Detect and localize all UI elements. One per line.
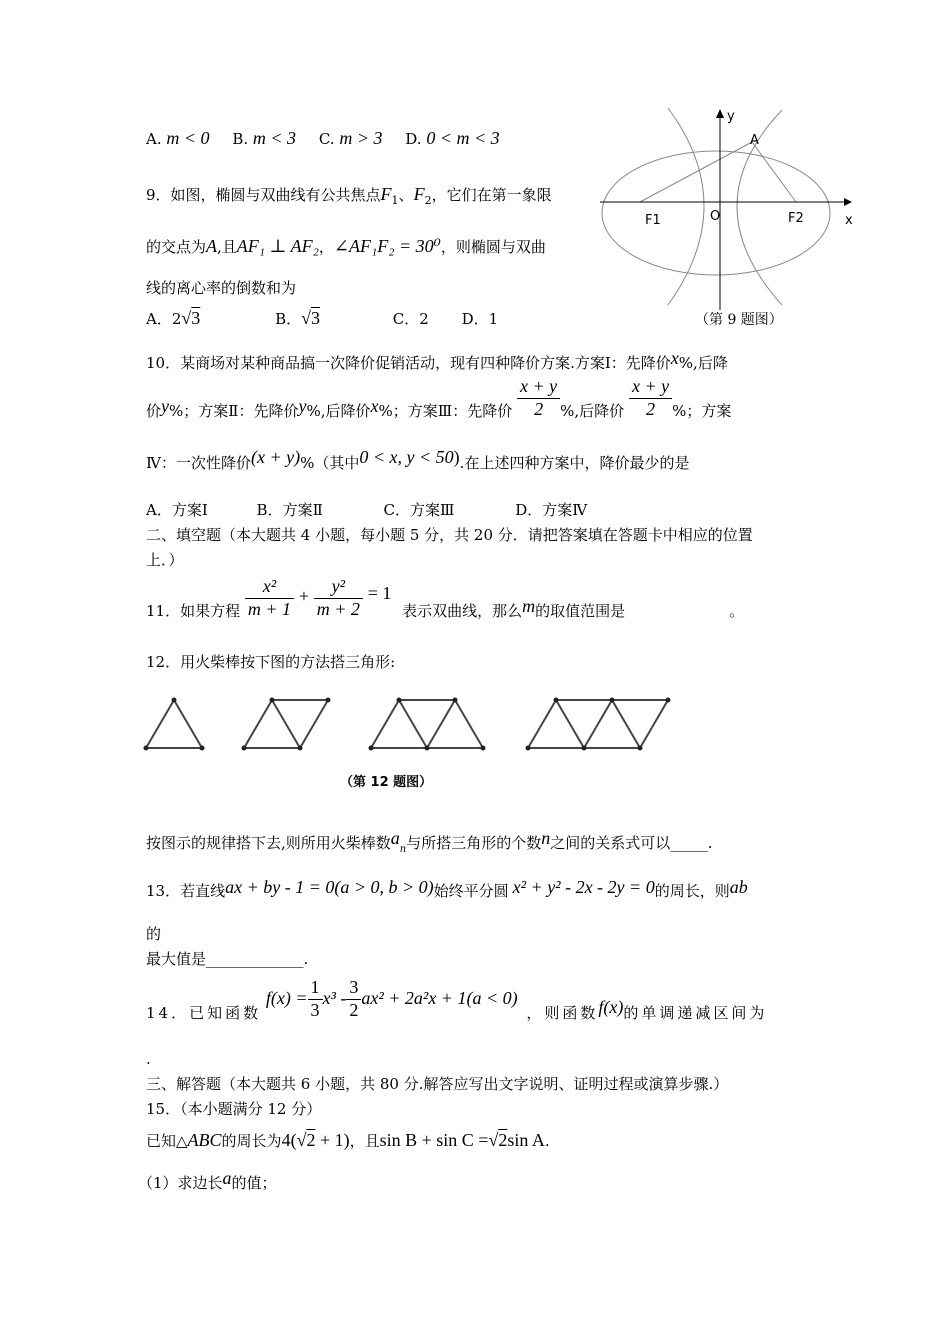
q14-suffix: ，则函数	[526, 1004, 599, 1022]
q12-line1: 12．用火柴棒按下图的方法搭三角形:	[146, 653, 396, 671]
q9-point: A	[206, 236, 218, 256]
q15-part1-text-b: 的值；	[231, 1174, 277, 1192]
q12-figure	[136, 690, 686, 762]
q15-prefix: 已知△	[146, 1132, 188, 1150]
q9-f1: F	[380, 184, 392, 204]
fig-label-x: x	[845, 213, 853, 228]
q9-line2	[146, 236, 546, 258]
q14-fraction-1-3: $\frac{1}{3}$	[308, 977, 323, 1021]
q10-y-2: y	[298, 396, 307, 417]
q15-part1	[138, 1168, 277, 1194]
q15-a: a	[222, 1168, 232, 1188]
q9-comma: ，	[318, 238, 334, 256]
q8-option-a-math: m < 0	[166, 128, 210, 148]
q10-text-2d: %；方案Ⅲ：先降价	[378, 402, 513, 421]
q15-end: .	[544, 1132, 550, 1150]
q11-line	[146, 576, 744, 620]
q9-text-2b: ,且	[217, 238, 237, 256]
q12-text-c: 之间的关系式可以	[550, 834, 671, 852]
q9-f2: F	[413, 184, 425, 204]
q9-line3: 线的离心率的倒数和为	[146, 279, 297, 297]
q10-text-2f: %；方案	[672, 402, 732, 421]
q9-sep: 、	[398, 186, 414, 204]
q10-math-xy: (x + y)	[251, 447, 301, 467]
q10-text-2a: 价	[146, 402, 162, 421]
q12-line2	[146, 828, 713, 856]
q10-text-3b: %（其中	[300, 454, 360, 472]
q9-option-a-root: √3	[181, 308, 201, 328]
q13-prefix: 13．若直线	[146, 882, 226, 900]
q13-line3: 最大值是_____________.	[146, 950, 309, 968]
y-axis-arrow-icon	[716, 109, 724, 118]
q13-suffix: 的周长，则	[654, 882, 730, 900]
q14-x3: x³ -	[322, 988, 347, 1009]
q10-fraction-2: $\frac{x + y}{2}$	[629, 376, 672, 420]
q13-circle-equation: x² + y² - 2x - 2y = 0	[512, 877, 655, 897]
q9-option-a: A．2	[146, 310, 182, 328]
q10-condition: 0 < x, y < 50	[359, 447, 454, 467]
q12-text-a: 按图示的规律搭下去,则所用火柴棒数	[146, 834, 391, 852]
q13-line1	[146, 877, 748, 902]
q9-figure-caption: （第 9 题图）	[695, 312, 783, 328]
section2-heading: 二、填空题（本大题共 4 小题，每小题 5 分，共 20 分．请把答案填在答题卡中相应的位置	[146, 526, 753, 544]
q10-x-2: x	[370, 396, 379, 417]
q11-suffix: 表示双曲线，那么	[402, 602, 523, 621]
q11-fraction-x: $\frac{\text{x²}}{m + 1}$	[245, 576, 294, 620]
q10-x: x	[670, 348, 679, 368]
q14-suffix2: 的单调递减区间为	[623, 1004, 768, 1022]
q11-plus: +	[298, 586, 309, 607]
q10-line3	[146, 447, 690, 474]
fig-label-y: y	[727, 109, 735, 124]
section2-heading-cont: 上．）	[146, 551, 184, 569]
q11-m: m	[522, 596, 536, 617]
q9-text: 9．如图，椭圆与双曲线有公共焦点	[146, 186, 381, 204]
q10-option-a: A．方案Ⅰ	[146, 501, 208, 519]
q15-title: 15．（本小题满分 12 分）	[146, 1100, 322, 1118]
q8-option-a-label: A.	[146, 130, 162, 148]
triangles-4	[528, 700, 668, 748]
q10-text-1b: %,后降	[678, 354, 728, 372]
q8-option-c-label: C.	[318, 130, 335, 148]
q15-line1	[146, 1130, 550, 1152]
q15-condition: sin B + sin C =√2sin A	[379, 1130, 545, 1150]
q12-blank: _____.	[670, 834, 713, 852]
q9-option-b: B．	[275, 310, 302, 328]
triangles-3	[371, 700, 483, 748]
q10-option-d: D．方案Ⅳ	[515, 501, 588, 519]
q10-option-b: B．方案Ⅱ	[256, 501, 323, 519]
q9-line1	[146, 184, 552, 207]
q8-option-b-math: m < 3	[252, 128, 297, 148]
q10-fraction-1: $\frac{x + y}{2}$	[517, 376, 560, 420]
q9-text-b: ，它们在第一象限	[431, 186, 552, 204]
q10-option-c: C．方案Ⅲ	[383, 501, 455, 519]
q10-y: y	[161, 396, 170, 417]
q9-f1-sub: 1	[391, 194, 399, 207]
q12-n: n	[541, 828, 551, 848]
q10-options	[146, 501, 587, 519]
q10-paren: )	[453, 447, 460, 467]
q10-line2	[146, 376, 731, 420]
q8-option-c-math: m > 3	[339, 128, 383, 148]
fig-label-f2: F2	[788, 211, 804, 226]
q15-part1-text: （1）求边长	[138, 1174, 223, 1192]
q13-mid: 始终平分圆	[433, 882, 509, 900]
q10-line1	[146, 348, 728, 374]
section3-heading: 三、解答题（本大题共 6 小题，共 80 分.解答应写出文字说明、证明过程或演算步骤.）	[146, 1075, 729, 1093]
q9-angle: ∠AF₁F₂ = 30⁰	[333, 236, 441, 256]
q10-text-1: 10．某商场对某种商品搞一次降价促销活动，现有四种降价方案.方案Ⅰ：先降价	[146, 354, 671, 372]
q9-option-b-root: √3	[301, 308, 320, 328]
q8-option-d-math: 0 < m < 3	[426, 128, 500, 148]
q14-fraction-3-2: $\frac{3}{2}$	[346, 977, 361, 1021]
q9-figure	[600, 100, 870, 315]
q15-perimeter: 4(√2 + 1)	[281, 1130, 350, 1150]
q8-option-d-label: D.	[405, 130, 422, 148]
segment-a-f2	[752, 142, 796, 202]
fig-label-o: O	[710, 209, 721, 224]
q15-mid: 的周长为	[221, 1132, 282, 1150]
q11-prefix: 11．如果方程	[146, 602, 241, 621]
hyperbola-left-branch	[668, 108, 704, 305]
q12-figure-caption: （第 12 题图）	[340, 775, 433, 790]
q12-text-b: 与所搭三角形的个数	[406, 834, 542, 852]
hyperbola-right-branch	[737, 110, 782, 305]
x-axis-arrow-icon	[844, 198, 852, 206]
q12-an: a	[390, 828, 400, 848]
q11-end: 。	[729, 602, 745, 621]
q14-line1	[146, 976, 767, 1022]
q9-perp: AF₁ ⊥ AF₂	[236, 236, 319, 256]
q8-option-b-label: B.	[232, 130, 249, 148]
q10-text-3d: .在上述四种方案中，降价最少的是	[459, 454, 690, 472]
q8-options	[146, 128, 500, 150]
q9-option-d: D．1	[461, 310, 499, 328]
q13-ab: ab	[729, 877, 748, 897]
q10-text-2b: %；方案Ⅱ：先降价	[169, 402, 299, 421]
triangles-2	[244, 700, 328, 748]
fig-label-f1: F1	[645, 213, 661, 228]
q9-text-2c: ，则椭圆与双曲	[440, 238, 546, 256]
q11-fraction-y: $\frac{\text{y²}}{m + 2}$	[314, 576, 363, 620]
segment-f1-a	[640, 142, 752, 202]
q11-equals: = 1	[367, 583, 392, 604]
q14-rest: ax² + 2a²x + 1(a < 0)	[361, 988, 518, 1009]
q10-text-2e: %,后降价	[560, 402, 625, 421]
fig-label-a: A	[750, 133, 759, 148]
triangles-1	[146, 700, 202, 748]
q15-mid2: ，且	[349, 1132, 380, 1150]
q14-prefix: 14．已知函数	[146, 1004, 262, 1022]
q12-an-sub: n	[399, 844, 407, 855]
q13-line-equation: ax + by - 1 = 0(a > 0, b > 0)	[225, 877, 434, 897]
q10-text-2c: %,后降价	[306, 402, 371, 421]
q11-suffix2: 的取值范围是	[535, 602, 626, 621]
q14-line2: .	[146, 1050, 151, 1068]
q15-abc: ABC	[187, 1130, 222, 1150]
q9-f2-sub: 2	[424, 194, 432, 207]
q14-f2: f(x)	[598, 997, 624, 1018]
q9-option-c: C．2	[392, 310, 429, 328]
q9-options	[146, 308, 498, 330]
q14-fx: f(x) =	[265, 988, 308, 1009]
q13-line2: 的	[146, 925, 162, 943]
q10-text-3a: Ⅳ：一次性降价	[146, 454, 251, 472]
q9-text-2a: 的交点为	[146, 238, 207, 256]
